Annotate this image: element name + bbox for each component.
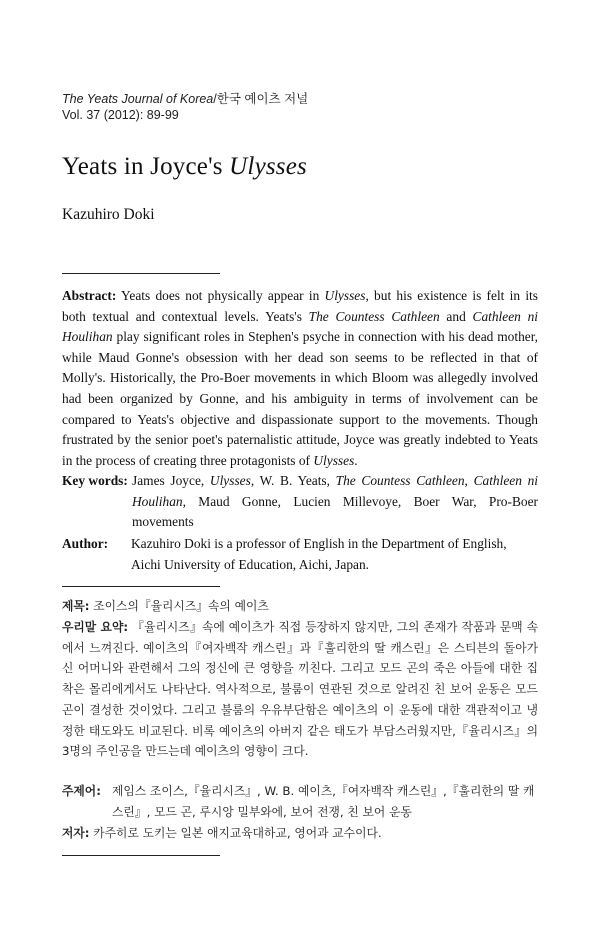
italic-title-text: The Countess Cathleen bbox=[335, 473, 465, 488]
keywords-body bbox=[132, 471, 538, 533]
abstract-body bbox=[62, 288, 538, 468]
keywords bbox=[62, 471, 538, 533]
korean-summary bbox=[62, 617, 538, 762]
korean-title bbox=[62, 596, 538, 617]
body-text: , but his existence is felt in its both textual and contextual levels. Yeats's bbox=[62, 288, 538, 324]
body-text: , bbox=[464, 473, 474, 488]
italic-title-text: Ulysses bbox=[209, 473, 251, 488]
body-text: . bbox=[354, 452, 358, 468]
author-note-label: Author: bbox=[62, 536, 109, 551]
korean-title-text: 조이스의『율리시즈』속의 예이츠 bbox=[89, 599, 269, 613]
korean-keywords-text: 제임스 조이스,『율리시즈』, W. B. 예이츠,『여자백작 캐스린』,『훌리한의 딸 캐스린』, 모드 곤, 루시앙 밀부와에, 보어 전쟁, 친 보어 운동 bbox=[112, 784, 535, 819]
journal-name-kr: 한국 예이츠 저널 bbox=[216, 92, 309, 106]
korean-summary-label: 우리말 요약: bbox=[62, 620, 129, 634]
korean-summary-text: 『율리시즈』속에 예이츠가 직접 등장하지 않지만, 그의 존재가 작품과 문맥 속에서 느껴진다. 예이츠의『여자백작 캐스린』과『훌리한의 딸 캐스린』은 스티븐의 돌아가신 어머니와 관련해서 그의 정신에 큰 영향을 끼친다. 그리고 모드 곤의 죽은 아들에 대한 집착은 몰리에게서도 나타난다. 역사적으로, 불룸이 연관된 것으로 알려진 친 보어 운동은 모드 곤이 결성한 것이었다. 그리고 불룸의 우유부단함은 예이츠의 이 운동에 대한 객관적이고 냉정한 태도와도 비교된다. 비록 예이츠의 아버지 같은 태도가 부담스러웠지만,『율리시즈』의 3명의 주인공을 만드는데 예이츠의 영향이 크다. bbox=[62, 620, 539, 759]
korean-keywords bbox=[62, 781, 538, 822]
divider-rule bbox=[62, 586, 220, 587]
article-title-text: Yeats in Joyce's bbox=[62, 153, 230, 180]
italic-title-text: Ulysses bbox=[313, 452, 355, 468]
journal-volume: Vol. 37 (2012): 89-99 bbox=[62, 108, 179, 122]
journal-name-en: The Yeats Journal of Korea bbox=[62, 92, 214, 106]
italic-title-text: Ulysses bbox=[324, 288, 366, 303]
italic-title-text: Cathleen ni Houlihan bbox=[62, 308, 539, 345]
body-text: James Joyce, bbox=[132, 473, 210, 488]
korean-title-label: 제목: bbox=[62, 599, 90, 613]
journal-title-line bbox=[62, 91, 308, 107]
body-text: play significant roles in Stephen's psyche in connection with his dead mother, while Maud Gonne's obsession with her dead son seems to be reflected in that of Molly's. Historically, the Pro-Boer movements in which Bloom was allegedly involved had been organized by Gonne, and his ambiguity in terms of involvement can be compared to Yeats's objective and dispassionate support to the movements. Though frustrated by the senior poet's paternalistic attitude, Joyce was greatly indebted to Yeats in the process of creating three protagonists of bbox=[62, 329, 538, 468]
divider-rule bbox=[62, 855, 220, 856]
divider-rule bbox=[62, 273, 220, 274]
journal-header bbox=[62, 91, 308, 123]
article-title bbox=[62, 150, 307, 184]
korean-author-label: 저자: bbox=[62, 826, 90, 840]
korean-keywords-label: 주제어: bbox=[62, 784, 101, 798]
body-text: and bbox=[439, 308, 473, 324]
korean-author bbox=[62, 823, 538, 844]
korean-author-text: 카주히로 도키는 일본 애지교육대하교, 영어과 교수이다. bbox=[89, 826, 382, 840]
italic-title-text: The Countess Cathleen bbox=[308, 308, 440, 324]
abstract-label: Abstract: bbox=[62, 288, 117, 303]
italic-title-text: Cathleen ni Houlihan bbox=[132, 473, 539, 509]
body-text: Yeats does not physically appear in bbox=[116, 288, 325, 303]
author-note-text: Kazuhiro Doki is a professor of English in the Department of English, Aichi University of Education, Aichi, Japan. bbox=[131, 536, 507, 572]
abstract bbox=[62, 286, 538, 471]
body-text: , W. B. Yeats, bbox=[250, 473, 336, 488]
body-text: , Maud Gonne, Lucien Millevoye, Boer War, Pro-Boer movements bbox=[132, 493, 538, 530]
author-note bbox=[62, 534, 538, 575]
article-title-italic: Ulysses bbox=[229, 153, 307, 180]
article-author: Kazuhiro Doki bbox=[62, 206, 155, 223]
journal-name-separator: / bbox=[213, 92, 217, 106]
keywords-label: Key words: bbox=[62, 473, 128, 488]
